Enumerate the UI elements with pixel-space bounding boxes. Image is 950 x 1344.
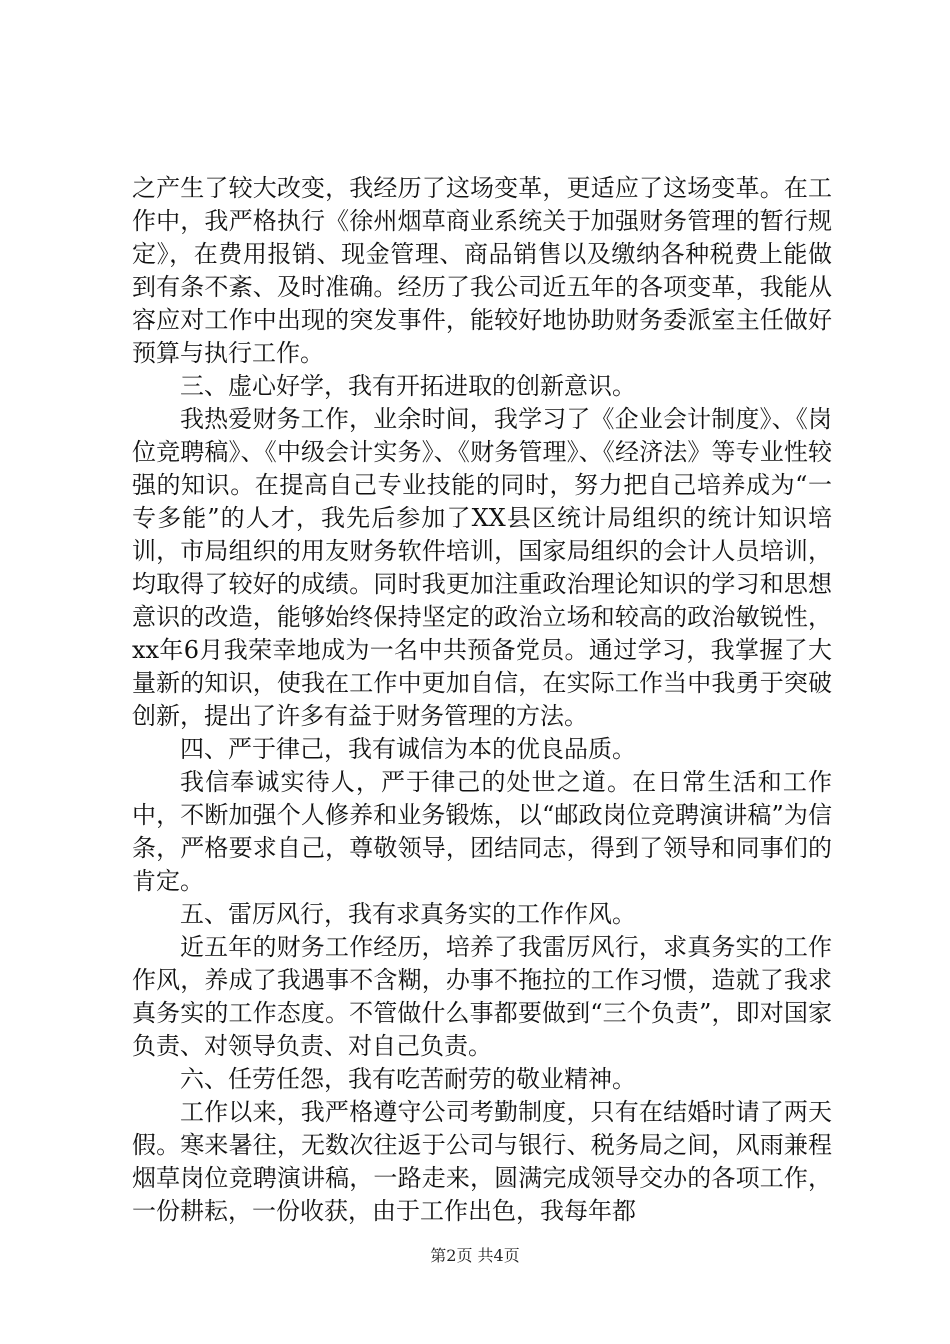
section-heading-5: 五、雷厉风行，我有求真务实的工作作风。 — [180, 900, 636, 928]
paragraph-work-style: 近五年的财务工作经历，培养了我雷厉风行，求真务实的工作作风，养成了我遇事不含糊，办事不拖拉的工作习惯，造就了我求真务实的工作态度。不管做什么事都要做到“三个负责”，即对国家负责、对领导负责、对自己负责。 — [132, 933, 832, 1060]
section-heading-6: 六、任劳任怨，我有吃苦耐劳的敬业精神。 — [180, 1065, 636, 1093]
section-heading-4: 四、严于律己，我有诚信为本的优良品质。 — [180, 735, 636, 763]
section-heading-3: 三、虚心好学，我有开拓进取的创新意识。 — [180, 372, 636, 400]
document-body — [132, 172, 832, 1228]
paragraph-dedication: 工作以来，我严格遵守公司考勤制度，只有在结婚时请了两天假。寒来暑往，无数次往返于公司与银行、税务局之间，风雨兼程烟草岗位竞聘演讲稿，一路走来，圆满完成领导交办的各项工作，一份耕耘，一份收获，由于工作出色，我每年都 — [132, 1098, 832, 1225]
paragraph-integrity: 我信奉诚实待人，严于律己的处世之道。在日常生活和工作中，不断加强个人修养和业务锻炼，以“邮政岗位竞聘演讲稿”为信条，严格要求自己，尊敬领导，团结同志，得到了领导和同事们的肯定。 — [132, 768, 832, 895]
paragraph-study: 我热爱财务工作，业余时间，我学习了《企业会计制度》、《岗位竞聘稿》、《中级会计实务》、《财务管理》、《经济法》等专业性较强的知识。在提高自己专业技能的同时，努力把自己培养成为“一专多能”的人才，我先后参加了XX县区统计局组织的统计知识培训，市局组织的用友财务软件培训，国家局组织的会计人员培训，均取得了较好的成绩。同时我更加注重政治理论知识的学习和思想意识的改造，能够始终保持坚定的政治立场和较高的政治敏锐性，xx年6月我荣幸地成为一名中共预备党员。通过学习，我掌握了大量新的知识，使我在工作中更加自信，在实际工作当中我勇于突破创新，提出了许多有益于财务管理的方法。 — [132, 405, 832, 730]
page-number: 第2页 共4页 — [430, 1246, 520, 1265]
paragraph-continuation: 之产生了较大改变，我经历了这场变革，更适应了这场变革。在工作中，我严格执行《徐州烟草商业系统关于加强财务管理的暂行规定》，在费用报销、现金管理、商品销售以及缴纳各种税费上能做到有条不紊、及时准确。经历了我公司近五年的各项变革，我能从容应对工作中出现的突发事件，能较好地协助财务委派室主任做好预算与执行工作。 — [132, 174, 832, 367]
